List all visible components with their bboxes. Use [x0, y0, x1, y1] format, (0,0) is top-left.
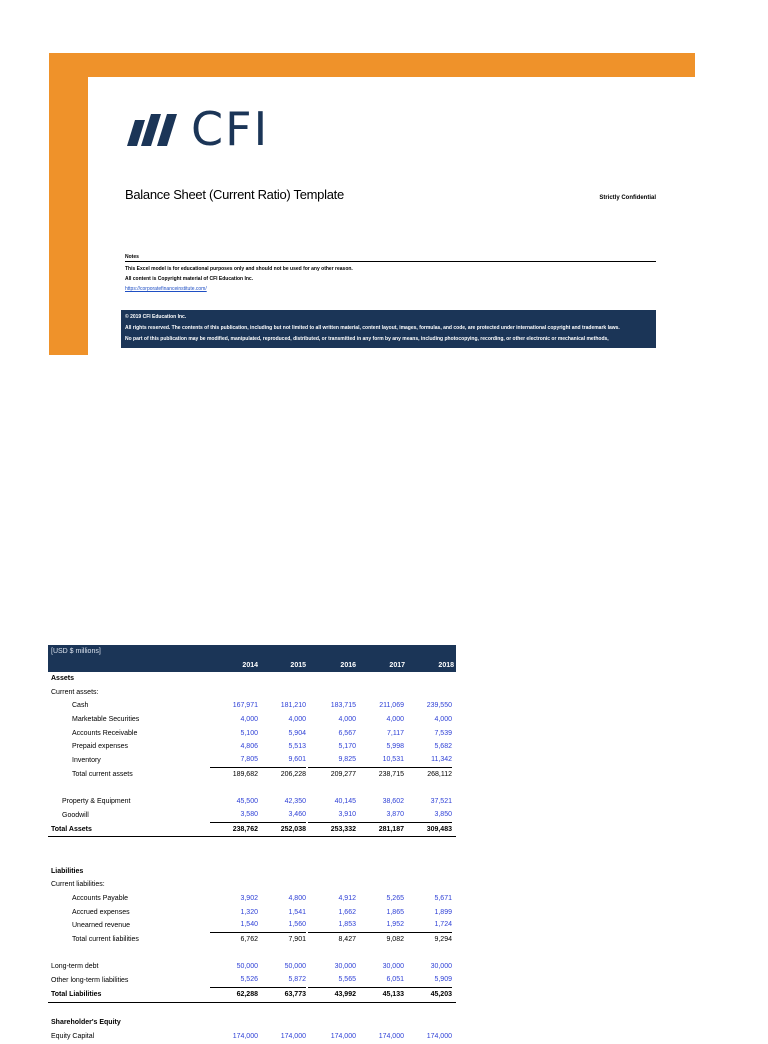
- cell[interactable]: 3,850: [404, 809, 452, 823]
- spacer: [48, 851, 456, 865]
- assets-heading-row: [48, 672, 456, 686]
- copyright-line-3: No part of this publication may be modified, manipulated, reproduced, distributed, or transmitted in any form by any means, including photocopying, recording, or other electronic or mechanical methods,: [125, 336, 609, 342]
- cell[interactable]: 5,513: [288, 743, 306, 751]
- cell[interactable]: 174,000: [232, 1032, 258, 1040]
- cell: 45,133: [382, 990, 404, 998]
- cell: 309,483: [426, 825, 452, 833]
- row-label: Prepaid expenses: [72, 743, 129, 751]
- orange-top-banner: [49, 53, 695, 77]
- table-row: [48, 960, 456, 974]
- year-header: 2015: [290, 662, 306, 669]
- notes-section: [125, 254, 656, 292]
- row-label: Marketable Securities: [72, 716, 140, 724]
- cell: 45,203: [430, 990, 452, 998]
- cell[interactable]: 1,560: [258, 919, 306, 933]
- cell[interactable]: 5,872: [258, 974, 306, 988]
- cell[interactable]: 3,870: [356, 809, 404, 823]
- current-liabilities-row: [48, 878, 456, 892]
- website-link[interactable]: https://corporatefinanceinstitute.com/: [125, 286, 207, 292]
- cell: 209,277: [330, 770, 356, 778]
- confidential-label: Strictly Confidential: [599, 195, 656, 201]
- year-header: 2016: [340, 662, 356, 669]
- cell[interactable]: 4,000: [434, 716, 452, 724]
- table-row: [48, 740, 456, 754]
- cell[interactable]: 4,000: [386, 716, 404, 724]
- cell[interactable]: 1,899: [434, 908, 452, 916]
- cell[interactable]: 45,500: [236, 798, 258, 806]
- cell[interactable]: 174,000: [280, 1032, 306, 1040]
- table-row: [48, 713, 456, 727]
- row-label: Unearned revenue: [72, 922, 130, 930]
- cell[interactable]: 9,601: [258, 754, 306, 768]
- table-row: [48, 1030, 456, 1044]
- balance-sheet-table: [48, 645, 456, 1044]
- current-liabilities-label: Current liabilities:: [51, 881, 105, 889]
- cell[interactable]: 183,715: [330, 702, 356, 710]
- row-label: Cash: [72, 702, 89, 710]
- notes-heading: Notes: [125, 254, 656, 262]
- orange-side-banner: [49, 53, 88, 355]
- row-label: Total Liabilities: [51, 990, 102, 998]
- units-label: [USD $ millions]: [51, 648, 101, 655]
- cell[interactable]: 3,580: [210, 809, 258, 823]
- cell[interactable]: 6,567: [338, 729, 356, 737]
- cell[interactable]: 6,051: [356, 974, 404, 988]
- cell[interactable]: 38,602: [382, 798, 404, 806]
- cell[interactable]: 1,662: [338, 908, 356, 916]
- cell[interactable]: 4,912: [338, 895, 356, 902]
- year-header: 2018: [438, 662, 454, 669]
- table-row: [48, 754, 456, 768]
- year-header-row: [48, 662, 456, 672]
- table-row: [48, 768, 456, 782]
- cell[interactable]: 211,069: [379, 702, 404, 710]
- cell[interactable]: 30,000: [382, 963, 404, 971]
- page-title: Balance Sheet (Current Ratio) Template: [125, 187, 344, 202]
- logo-wordmark: CFI: [191, 102, 270, 156]
- row-label: Equity Capital: [51, 1032, 95, 1040]
- cell[interactable]: 5,909: [404, 974, 452, 988]
- cell[interactable]: 5,682: [434, 743, 452, 751]
- cell: 206,228: [280, 770, 306, 778]
- cell[interactable]: 1,540: [210, 919, 258, 933]
- cell: 253,332: [330, 825, 356, 833]
- copyright-box: [121, 310, 656, 348]
- spacer: [48, 782, 456, 796]
- cell: 281,187: [378, 825, 404, 833]
- equity-heading-row: [48, 1016, 456, 1030]
- cell[interactable]: 174,000: [426, 1032, 452, 1040]
- cell[interactable]: 11,342: [404, 754, 452, 768]
- cell[interactable]: 40,145: [334, 798, 356, 806]
- cell[interactable]: 174,000: [330, 1032, 356, 1040]
- table-row: [48, 919, 456, 933]
- row-label: Total Assets: [51, 825, 92, 833]
- row-label: Inventory: [72, 757, 101, 765]
- cell[interactable]: 4,000: [240, 716, 258, 724]
- cell: 63,773: [284, 990, 306, 998]
- cell[interactable]: 5,526: [210, 974, 258, 988]
- cell[interactable]: 5,998: [386, 743, 404, 751]
- cell[interactable]: 50,000: [236, 963, 258, 971]
- table-row: [48, 809, 456, 823]
- cell[interactable]: 10,531: [356, 754, 404, 768]
- cell[interactable]: 1,952: [356, 919, 404, 933]
- cell: 9,082: [386, 936, 404, 944]
- table-row: [48, 933, 456, 947]
- year-header: 2017: [389, 662, 405, 669]
- liabilities-heading: Liabilities: [51, 867, 84, 875]
- copyright-line-2: All rights reserved. The contents of this publication, including but not limited to all written material, content layout, images, formulas, and code, are protected under international copyright and trademark laws.: [125, 325, 620, 331]
- spacer: [48, 837, 456, 851]
- cell[interactable]: 7,117: [387, 729, 404, 737]
- cell[interactable]: 3,460: [258, 809, 306, 823]
- cell[interactable]: 5,265: [386, 895, 404, 902]
- assets-heading: Assets: [51, 675, 74, 682]
- cell[interactable]: 3,910: [308, 809, 356, 823]
- spacer: [48, 947, 456, 961]
- year-header: 2014: [242, 662, 258, 669]
- cell[interactable]: 7,805: [210, 754, 258, 768]
- cfi-logo: [125, 104, 269, 154]
- row-label: Accounts Payable: [72, 895, 129, 902]
- equity-heading: Shareholder's Equity: [51, 1019, 121, 1027]
- cell[interactable]: 239,550: [426, 702, 452, 710]
- cell: 7,901: [288, 936, 306, 944]
- cell[interactable]: 30,000: [430, 963, 452, 971]
- current-assets-label: Current assets:: [51, 688, 99, 696]
- table-row: [48, 906, 456, 920]
- cell[interactable]: 1,724: [404, 919, 452, 933]
- cell[interactable]: 4,000: [338, 716, 356, 724]
- table-row: [48, 823, 456, 838]
- table-row: [48, 988, 456, 1003]
- cell[interactable]: 5,671: [434, 895, 452, 902]
- row-label: Accounts Receivable: [72, 729, 138, 737]
- cell[interactable]: 4,800: [288, 895, 306, 902]
- cell[interactable]: 9,825: [308, 754, 356, 768]
- cell: 43,992: [334, 990, 356, 998]
- cell[interactable]: 42,350: [284, 798, 306, 806]
- row-label: Total current assets: [72, 770, 133, 778]
- cell: 62,288: [236, 990, 258, 998]
- row-label: Long-term debt: [51, 963, 99, 971]
- row-label: Other long-term liabilities: [51, 977, 129, 985]
- cell: 252,038: [280, 825, 306, 833]
- cell[interactable]: 5,170: [338, 743, 356, 751]
- cell[interactable]: 7,539: [434, 729, 452, 737]
- cell[interactable]: 1,541: [288, 908, 306, 916]
- cell[interactable]: 4,806: [240, 743, 258, 751]
- cell[interactable]: 37,521: [430, 798, 452, 806]
- notes-line-1: This Excel model is for educational purposes only and should not be used for any other reason.: [125, 266, 353, 272]
- spacer: [48, 1003, 456, 1017]
- cell[interactable]: 1,865: [386, 908, 404, 916]
- table-row: [48, 727, 456, 741]
- row-label: Total current liabilities: [72, 936, 139, 944]
- cell[interactable]: 1,853: [308, 919, 356, 933]
- cell[interactable]: 5,565: [308, 974, 356, 988]
- cell[interactable]: 5,904: [288, 729, 306, 737]
- notes-line-2: All content is Copyright material of CFI Education Inc.: [125, 276, 254, 282]
- cfi-stripes-icon: [125, 110, 185, 148]
- table-row: [48, 974, 456, 988]
- cell: 6,762: [240, 936, 258, 944]
- cell[interactable]: 30,000: [334, 963, 356, 971]
- cell[interactable]: 167,971: [232, 702, 258, 710]
- cell[interactable]: 4,000: [288, 716, 306, 724]
- table-header: [48, 645, 456, 672]
- table-row: [48, 699, 456, 713]
- liabilities-heading-row: [48, 865, 456, 879]
- copyright-line-1: © 2019 CFI Education Inc.: [125, 314, 187, 320]
- cell[interactable]: 50,000: [284, 963, 306, 971]
- cell: 189,682: [232, 770, 258, 778]
- cell: 238,715: [378, 770, 404, 778]
- cell[interactable]: 181,210: [280, 702, 306, 710]
- cell: 238,762: [232, 825, 258, 833]
- row-label: Accrued expenses: [72, 908, 130, 916]
- row-label: Goodwill: [62, 811, 89, 819]
- cell[interactable]: 1,320: [240, 908, 258, 916]
- cell[interactable]: 5,100: [240, 729, 258, 737]
- row-label: Property & Equipment: [62, 798, 131, 806]
- cell: 8,427: [338, 936, 356, 944]
- table-row: [48, 892, 456, 906]
- cell: 9,294: [434, 936, 452, 944]
- current-assets-row: [48, 686, 456, 700]
- table-row: [48, 795, 456, 809]
- cell[interactable]: 3,902: [240, 895, 258, 902]
- cell[interactable]: 174,000: [378, 1032, 404, 1040]
- cell: 268,112: [427, 770, 452, 778]
